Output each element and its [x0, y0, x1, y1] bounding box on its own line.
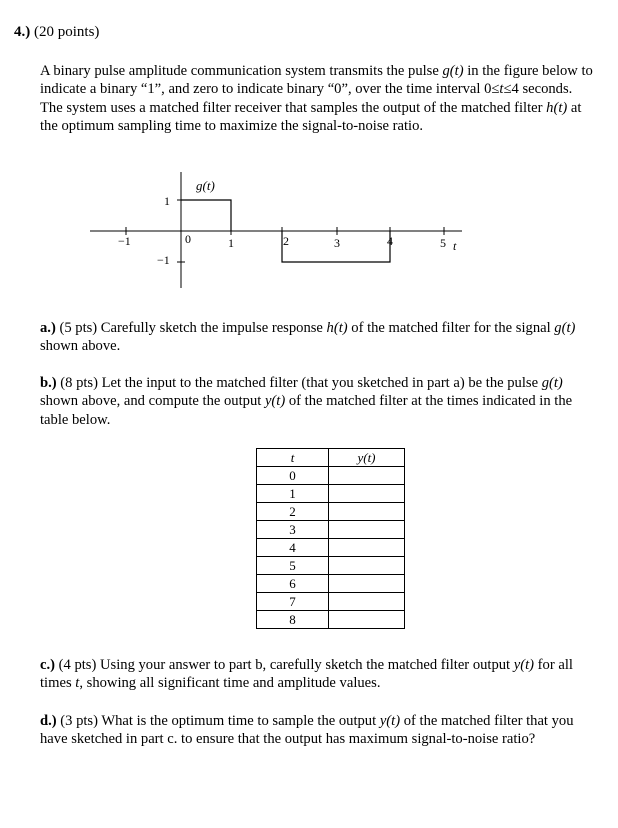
table-cell-t: 7 [257, 593, 329, 611]
part-b-text-1: (8 pts) Let the input to the matched filter (that you sketched in part a) be the pulse [56, 375, 542, 391]
table-cell-y[interactable] [329, 539, 405, 557]
table-cell-y[interactable] [329, 485, 405, 503]
problem-points: (20 points) [34, 24, 100, 40]
part-c-y: y(t) [513, 657, 535, 673]
part-d-y: y(t) [379, 713, 401, 729]
part-b-g: g(t) [541, 375, 563, 391]
intro-h-t: h(t) [546, 99, 568, 116]
table-cell-t: 1 [257, 485, 329, 503]
part-d-label: d.) [40, 713, 57, 729]
part-a [40, 319, 596, 356]
part-b-text-3: of the matched filter at the times indicated in the table below. [40, 393, 573, 428]
part-a-h: h(t) [326, 320, 348, 336]
table-row [257, 557, 405, 575]
part-a-text-1: (5 pts) Carefully sketch the impulse response [55, 320, 327, 336]
table-row [257, 467, 405, 485]
table-cell-y[interactable] [329, 557, 405, 575]
intro-t: t [499, 81, 504, 98]
y-tick-label-minus-1: −1 [157, 253, 170, 267]
x-tick-label: −1 [118, 234, 131, 248]
part-c-t: t [75, 675, 80, 692]
table-cell-y[interactable] [329, 503, 405, 521]
table-cell-y[interactable] [329, 467, 405, 485]
x-tick-label: 4 [387, 234, 393, 248]
y-tick-label-1: 1 [164, 194, 170, 208]
table-cell-y[interactable] [329, 575, 405, 593]
pulse-positive-segment [181, 200, 231, 231]
table-cell-t: 4 [257, 539, 329, 557]
table-row [257, 593, 405, 611]
intro-text-3: ≤4 seconds. The system uses a matched filter receiver that samples the output of the matched filter [40, 81, 573, 116]
problem-number: 4.) [14, 24, 31, 40]
part-d [40, 712, 596, 749]
table-row [257, 575, 405, 593]
part-c-label: c.) [40, 657, 55, 673]
part-c-text-1: (4 pts) Using your answer to part b, carefully sketch the matched filter output [55, 657, 514, 673]
table-cell-t: 6 [257, 575, 329, 593]
x-tick-label: 0 [185, 232, 191, 246]
table-header-t: t [257, 449, 329, 467]
table-cell-t: 0 [257, 467, 329, 485]
signal-label: g(t) [196, 178, 215, 193]
table-cell-y[interactable] [329, 611, 405, 629]
part-b [40, 374, 596, 429]
intro-g-t: g(t) [442, 63, 464, 79]
part-d-text-2: of the matched filter that you have sketched in part c. to ensure that the output has maximum signal-to-noise ratio? [40, 713, 574, 748]
table-cell-y[interactable] [329, 521, 405, 539]
table-header-row [257, 449, 405, 467]
x-tick-label: 2 [283, 234, 289, 248]
output-table [256, 448, 405, 629]
part-c-text-3: , showing all significant time and amplitude values. [79, 675, 381, 692]
x-tick-label: 5 [440, 236, 446, 250]
part-d-text-1: (3 pts) What is the optimum time to sample the output [56, 713, 380, 729]
table-row [257, 503, 405, 521]
intro-text-4: at the optimum sampling time to maximize the signal-to-noise ratio. [40, 99, 582, 135]
part-a-text-3: shown above. [40, 338, 121, 355]
table-cell-y[interactable] [329, 593, 405, 611]
table-row [257, 611, 405, 629]
table-cell-t: 2 [257, 503, 329, 521]
table-row [257, 539, 405, 557]
intro-text-2: in the figure below to indicate a binary “1”, and zero to indicate binary “0”, over the time interval 0≤ [40, 63, 593, 98]
x-tick-label: 1 [228, 236, 234, 250]
part-c [40, 656, 596, 693]
table-row [257, 521, 405, 539]
x-tick-label: 3 [334, 236, 340, 250]
part-b-text-2: shown above, and compute the output [40, 393, 265, 410]
t-axis-label: t [453, 239, 457, 253]
intro-text-1: A binary pulse amplitude communication system transmits the pulse [40, 63, 443, 79]
part-b-y: y(t) [264, 393, 286, 410]
part-a-text-2: of the matched filter for the signal [347, 320, 555, 336]
table-row [257, 485, 405, 503]
table-cell-t: 3 [257, 521, 329, 539]
pulse-figure [0, 0, 618, 300]
table-cell-t: 5 [257, 557, 329, 575]
table-header-y: y(t) [329, 449, 405, 467]
part-a-label: a.) [40, 320, 56, 336]
part-c-text-2: for all times [40, 657, 573, 692]
table-cell-t: 8 [257, 611, 329, 629]
part-b-label: b.) [40, 375, 57, 391]
part-a-g: g(t) [554, 320, 576, 336]
